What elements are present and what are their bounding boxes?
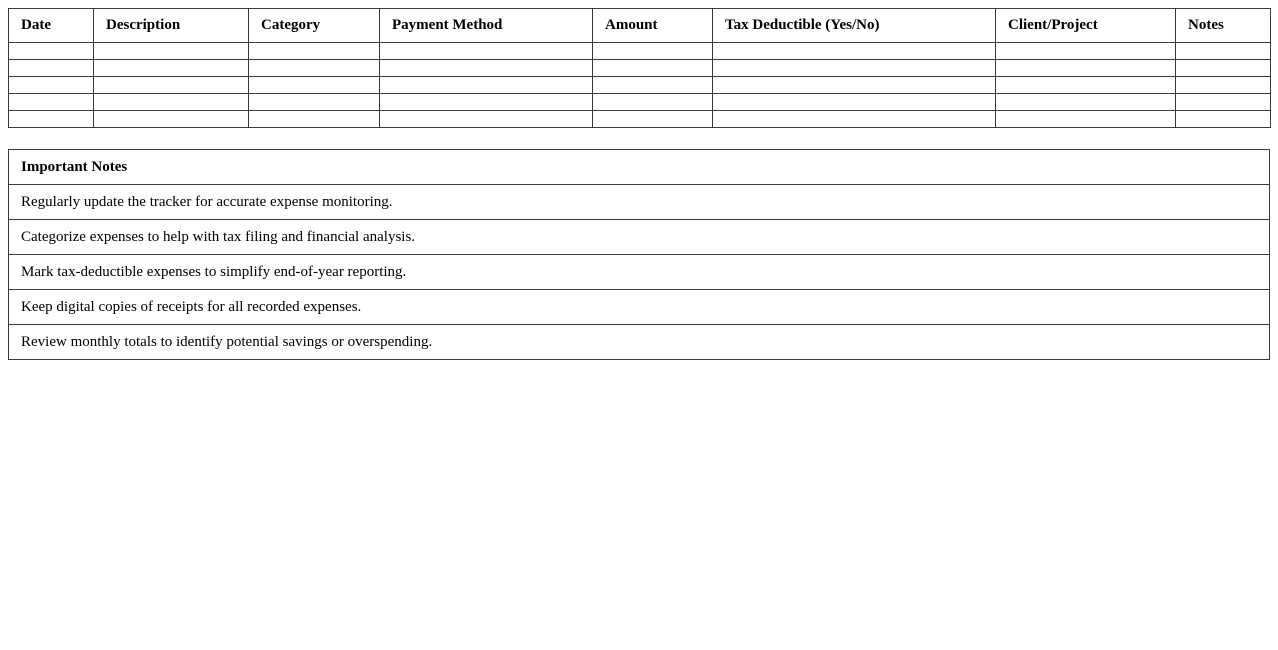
important-notes-table — [8, 149, 1270, 360]
table-cell[interactable] — [9, 60, 94, 77]
table-cell[interactable] — [1176, 111, 1271, 128]
table-cell[interactable] — [380, 94, 593, 111]
table-cell[interactable] — [1176, 43, 1271, 60]
notes-row — [9, 325, 1270, 360]
note-item: Review monthly totals to identify potential savings or overspending. — [9, 325, 1270, 360]
table-cell[interactable] — [249, 60, 380, 77]
table-cell[interactable] — [380, 43, 593, 60]
table-cell[interactable] — [593, 111, 713, 128]
notes-header-row — [9, 150, 1270, 185]
expense-tracker-table — [8, 8, 1271, 128]
column-header-payment-method: Payment Method — [380, 9, 593, 43]
table-cell[interactable] — [713, 60, 996, 77]
column-header-amount: Amount — [593, 9, 713, 43]
table-cell[interactable] — [94, 43, 249, 60]
table-cell[interactable] — [249, 43, 380, 60]
column-header-date: Date — [9, 9, 94, 43]
notes-row — [9, 290, 1270, 325]
table-cell[interactable] — [380, 60, 593, 77]
column-header-description: Description — [94, 9, 249, 43]
table-cell[interactable] — [9, 111, 94, 128]
table-cell[interactable] — [1176, 60, 1271, 77]
table-cell[interactable] — [380, 111, 593, 128]
column-header-notes: Notes — [1176, 9, 1271, 43]
table-cell[interactable] — [94, 60, 249, 77]
note-item: Keep digital copies of receipts for all recorded expenses. — [9, 290, 1270, 325]
notes-row — [9, 185, 1270, 220]
table-cell[interactable] — [996, 60, 1176, 77]
table-cell[interactable] — [593, 60, 713, 77]
table-cell[interactable] — [94, 77, 249, 94]
table-row — [9, 94, 1271, 111]
table-header-row — [9, 9, 1271, 43]
table-cell[interactable] — [996, 77, 1176, 94]
table-row — [9, 60, 1271, 77]
table-cell[interactable] — [249, 77, 380, 94]
notes-heading: Important Notes — [9, 150, 1270, 185]
table-cell[interactable] — [996, 94, 1176, 111]
table-cell[interactable] — [249, 94, 380, 111]
table-cell[interactable] — [1176, 77, 1271, 94]
table-cell[interactable] — [1176, 94, 1271, 111]
table-cell[interactable] — [713, 77, 996, 94]
notes-row — [9, 220, 1270, 255]
notes-row — [9, 255, 1270, 290]
table-cell[interactable] — [593, 43, 713, 60]
note-item: Regularly update the tracker for accurate expense monitoring. — [9, 185, 1270, 220]
table-cell[interactable] — [996, 43, 1176, 60]
table-cell[interactable] — [9, 94, 94, 111]
column-header-tax-deductible: Tax Deductible (Yes/No) — [713, 9, 996, 43]
table-cell[interactable] — [249, 111, 380, 128]
column-header-category: Category — [249, 9, 380, 43]
note-item: Categorize expenses to help with tax filing and financial analysis. — [9, 220, 1270, 255]
table-cell[interactable] — [94, 94, 249, 111]
table-row — [9, 77, 1271, 94]
table-row — [9, 43, 1271, 60]
table-row — [9, 111, 1271, 128]
column-header-client-project: Client/Project — [996, 9, 1176, 43]
table-cell[interactable] — [9, 43, 94, 60]
table-cell[interactable] — [593, 94, 713, 111]
table-cell[interactable] — [713, 94, 996, 111]
table-cell[interactable] — [9, 77, 94, 94]
table-cell[interactable] — [380, 77, 593, 94]
note-item: Mark tax-deductible expenses to simplify end-of-year reporting. — [9, 255, 1270, 290]
table-cell[interactable] — [713, 111, 996, 128]
table-cell[interactable] — [94, 111, 249, 128]
table-cell[interactable] — [713, 43, 996, 60]
table-cell[interactable] — [996, 111, 1176, 128]
table-cell[interactable] — [593, 77, 713, 94]
